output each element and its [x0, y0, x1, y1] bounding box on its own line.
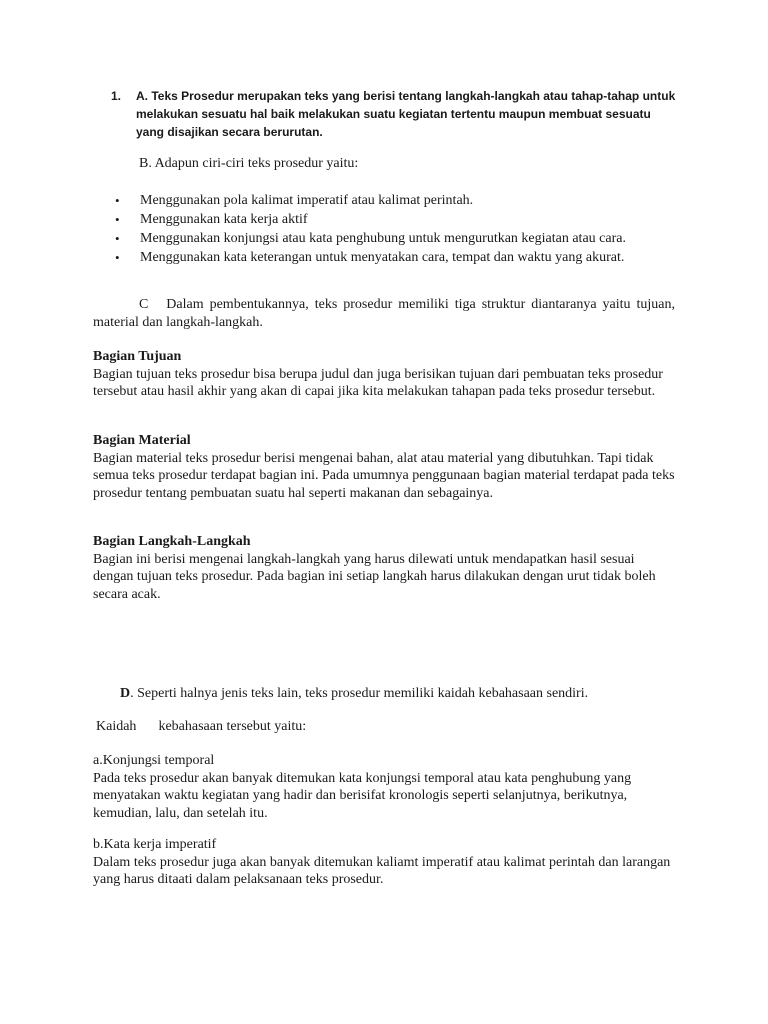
section-b — [139, 155, 358, 173]
section-heading: b.Kata kerja imperatif — [93, 837, 217, 852]
section-b-text: . Adapun ciri-ciri teks prosedur yaitu: — [148, 156, 359, 171]
section-body: Pada teks prosedur akan banyak ditemukan kata konjungsi temporal atau kata penghubung yang menyatakan waktu kegiatan yang hadir dan berisifat kronologis seperti selanjutnya, berikutnya, kemudian, lalu, dan setelah itu. — [93, 770, 632, 821]
bullet-icon: • — [115, 193, 120, 208]
kaidah-word: Kaidah — [96, 719, 137, 734]
kaidah-rest: kebahasaan tersebut yaitu: — [158, 719, 307, 734]
section-body: Bagian tujuan teks prosedur bisa berupa judul dan juga berisikan tujuan dari pembuatan teks prosedur tersebut atau hasil akhir yang akan di capai jika kita melakukan tahapan pada teks prosedur tersebut. — [93, 366, 663, 399]
list-item — [112, 249, 682, 266]
list-item — [112, 230, 682, 247]
section-b-letter: B — [139, 156, 149, 171]
bullet-icon: • — [115, 250, 120, 265]
item-1-number: 1. — [111, 89, 122, 103]
section-material — [93, 432, 675, 502]
section-heading: Bagian Langkah-Langkah — [93, 534, 251, 549]
bullet-icon: • — [115, 231, 120, 246]
list-item — [112, 211, 682, 228]
list-item-text: Menggunakan kata keterangan untuk menyatakan cara, tempat dan waktu yang akurat. — [140, 250, 625, 265]
section-c — [93, 296, 675, 331]
section-d-letter: D — [120, 686, 131, 701]
section-konjungsi — [93, 752, 675, 822]
section-langkah — [93, 533, 675, 603]
section-d — [120, 685, 680, 703]
section-d-text: . Seperti halnya jenis teks lain, teks prosedur memiliki kaidah kebahasaan sendiri. — [130, 686, 589, 701]
item-1-text: A. Teks Prosedur merupakan teks yang berisi tentang langkah-langkah atau tahap-tahap untuk melakukan sesuatu hal baik melakukan suatu kegiatan tertentu maupun membuat sesuatu yang disajikan secara berurutan. — [136, 89, 676, 139]
section-imperatif — [93, 836, 675, 889]
section-c-letter: C — [139, 297, 149, 312]
section-heading: Bagian Material — [93, 433, 191, 448]
list-item-text: Menggunakan pola kalimat imperatif atau kalimat perintah. — [140, 193, 474, 208]
bullet-icon: • — [115, 212, 120, 227]
section-c-text: Dalam pembentukannya, teks prosedur memiliki tiga struktur diantaranya yaitu tujuan, material dan langkah-langkah. — [93, 297, 676, 330]
section-tujuan — [93, 348, 675, 401]
section-body: Bagian material teks prosedur berisi mengenai bahan, alat atau material yang dibutuhkan. Tapi tidak semua teks prosedur terdapat bagian ini. Pada umumnya penggunaan bagian material terdapat pada teks prosedur tentang pembuatan suatu hal seperti makanan dan sebagainya. — [93, 450, 675, 501]
list-item-text: Menggunakan kata kerja aktif — [140, 212, 308, 227]
section-body: Dalam teks prosedur juga akan banyak ditemukan kaliamt imperatif atau kalimat perintah dan larangan yang harus ditaati dalam pelaksanaan teks prosedur. — [93, 854, 671, 887]
section-heading: Bagian Tujuan — [93, 349, 182, 364]
characteristics-list — [112, 192, 682, 268]
list-item-text: Menggunakan konjungsi atau kata penghubung untuk mengurutkan kegiatan atau cara. — [140, 231, 626, 246]
list-item — [112, 192, 682, 209]
section-heading: a.Konjungsi temporal — [93, 753, 215, 768]
kaidah-line — [96, 718, 306, 736]
section-body: Bagian ini berisi mengenai langkah-langkah yang harus dilewati untuk mendapatkan hasil sesuai dengan tujuan teks prosedur. Pada bagian ini setiap langkah harus dilakukan dengan urut tidak boleh secara acak. — [93, 551, 656, 602]
